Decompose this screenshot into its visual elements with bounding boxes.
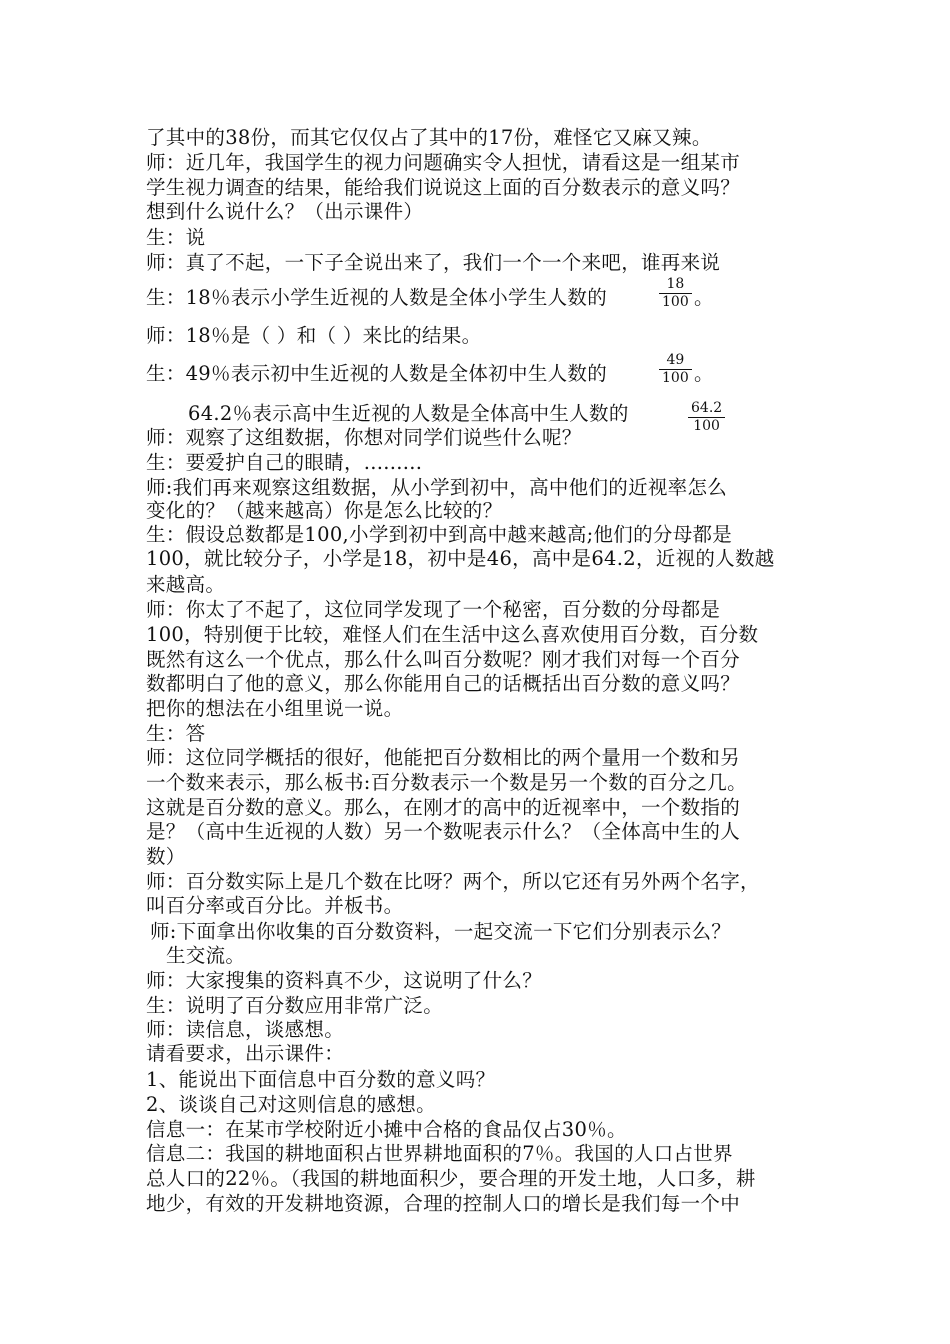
fraction-64-2-over-100 bbox=[688, 400, 725, 435]
text-line: 信息一：在某市学校附近小摊中合格的食品仅占30％。 bbox=[146, 1118, 627, 1141]
text-line: 师：18％是（ ）和（ ）来比的结果。 bbox=[146, 324, 482, 347]
text-line: 生：要爱护自己的眼睛，......... bbox=[146, 451, 423, 474]
text-line: 请看要求，出示课件： bbox=[146, 1042, 345, 1065]
text-line: 师：这位同学概括的很好，他能把百分数相比的两个量用一个数和另 bbox=[146, 746, 741, 769]
text-line: 叫百分率或百分比。并板书。 bbox=[146, 894, 404, 917]
fraction-18-over-100 bbox=[659, 276, 692, 311]
text-line: 2、谈谈自己对这则信息的感想。 bbox=[146, 1093, 436, 1116]
text-line: 师:我们再来观察这组数据，从小学到初中，高中他们的近视率怎么 bbox=[146, 476, 728, 499]
period-mark: 。 bbox=[694, 362, 714, 385]
fraction-numerator: 49 bbox=[666, 352, 685, 368]
text-line: 生：假设总数都是100,小学到初中到高中越来越高;他们的分母都是 bbox=[146, 523, 733, 546]
line-text: 生：49％表示初中生近视的人数是全体初中生人数的 bbox=[146, 362, 608, 385]
text-line: 学生视力调查的结果，能给我们说说这上面的百分数表示的意义吗？ bbox=[146, 176, 741, 199]
text-line: 把你的想法在小组里说一说。 bbox=[146, 697, 404, 720]
text-line bbox=[146, 286, 607, 310]
text-line: 来越高。 bbox=[146, 573, 226, 596]
text-line: 师：百分数实际上是几个数在比呀？两个，所以它还有另外两个名字， bbox=[146, 870, 760, 893]
text-line: 师：读信息，谈感想。 bbox=[146, 1018, 345, 1041]
text-line: 想到什么说什么？（出示课件） bbox=[146, 200, 424, 223]
text-line: 地少，有效的开发耕地资源，合理的控制人口的增长是我们每一个中 bbox=[146, 1192, 741, 1215]
fraction-denominator: 100 bbox=[659, 293, 692, 311]
fraction-numerator: 18 bbox=[666, 276, 685, 292]
text-line: 师：近几年，我国学生的视力问题确实令人担忧，请看这是一组某市 bbox=[146, 151, 741, 174]
text-line: 1、能说出下面信息中百分数的意义吗？ bbox=[146, 1068, 496, 1091]
text-line: 64.2％表示高中生近视的人数是全体高中生人数的 bbox=[188, 402, 629, 425]
text-line: 师：观察了这组数据，你想对同学们说些什么呢？ bbox=[146, 426, 582, 449]
text-line: 数都明白了他的意义，那么你能用自己的话概括出百分数的意义吗？ bbox=[146, 672, 741, 695]
line-text: 生：18％表示小学生近视的人数是全体小学生人数的 bbox=[146, 286, 608, 309]
text-line: 生：答 bbox=[146, 722, 206, 745]
text-line: 了其中的38份，而其它仅仅占了其中的17份，难怪它又麻又辣。 bbox=[146, 126, 712, 149]
text-line: 是？（高中生近视的人数）另一个数呢表示什么？（全体高中生的人 bbox=[146, 820, 741, 843]
fraction-denominator: 100 bbox=[659, 369, 692, 387]
text-line: 师：大家搜集的资料真不少，这说明了什么？ bbox=[146, 969, 543, 992]
text-line: 师：你太了不起了，这位同学发现了一个秘密，百分数的分母都是 bbox=[146, 598, 721, 621]
text-line bbox=[146, 362, 607, 386]
text-line: 生交流。 bbox=[166, 944, 246, 967]
text-line: 师：真了不起，一下子全说出来了，我们一个一个来吧，谁再来说 bbox=[146, 251, 721, 274]
fraction-denominator: 100 bbox=[688, 417, 725, 435]
text-line: 100，就比较分子，小学是18，初中是46，高中是64.2，近视的人数越 bbox=[146, 547, 775, 570]
fraction-numerator: 64.2 bbox=[691, 400, 723, 416]
text-line: 一个数来表示，那么板书:百分数表示一个数是另一个数的百分之几。 bbox=[146, 771, 747, 794]
text-line: 数） bbox=[146, 845, 186, 868]
text-line: 100，特别便于比较，难怪人们在生活中这么喜欢使用百分数，百分数 bbox=[146, 623, 759, 646]
text-line: 变化的？（越来越高）你是怎么比较的？ bbox=[146, 499, 503, 522]
text-line: 生：说明了百分数应用非常广泛。 bbox=[146, 994, 444, 1017]
text-line: 师:下面拿出你收集的百分数资料，一起交流一下它们分别表示么？ bbox=[150, 920, 732, 943]
fraction-49-over-100 bbox=[659, 352, 692, 387]
period-mark: 。 bbox=[694, 286, 714, 309]
text-line: 总人口的22％。（我国的耕地面积少，要合理的开发土地，人口多，耕 bbox=[146, 1167, 756, 1190]
text-line: 信息二：我国的耕地面积占世界耕地面积的7％。我国的人口占世界 bbox=[146, 1142, 733, 1165]
text-line: 这就是百分数的意义。那么，在刚才的高中的近视率中，一个数指的 bbox=[146, 796, 741, 819]
text-line: 生：说 bbox=[146, 226, 206, 249]
text-line: 既然有这么一个优点，那么什么叫百分数呢？刚才我们对每一个百分 bbox=[146, 648, 741, 671]
